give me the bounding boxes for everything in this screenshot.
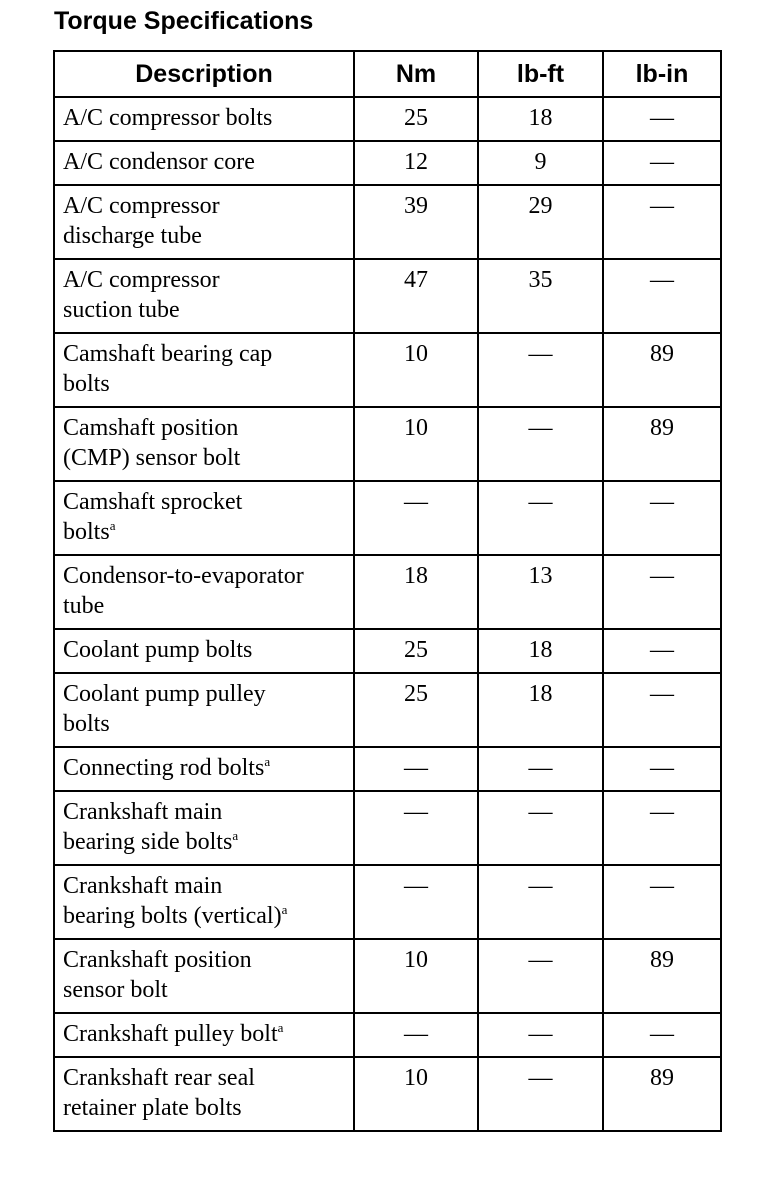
cell-nm: 10	[354, 333, 478, 407]
cell-lb-in: —	[603, 141, 721, 185]
description-line: Condensor-to-evaporator	[63, 563, 304, 589]
description-line: Camshaft position	[63, 415, 239, 441]
cell-description	[54, 407, 354, 481]
column-header-lb-in: lb-in	[603, 51, 721, 97]
table-row	[54, 481, 721, 555]
cell-lb-ft: 13	[478, 555, 603, 629]
description-line: sensor bolt	[63, 977, 168, 1003]
description-line: Crankshaft pulley bolt	[63, 1021, 278, 1047]
table-row	[54, 333, 721, 407]
column-header-nm: Nm	[354, 51, 478, 97]
footnote-marker: a	[281, 902, 288, 917]
table-row	[54, 141, 721, 185]
table-row	[54, 185, 721, 259]
table-row	[54, 747, 721, 791]
cell-description	[54, 791, 354, 865]
description-line: retainer plate bolts	[63, 1095, 242, 1121]
cell-lb-ft: 9	[478, 141, 603, 185]
description-line: Crankshaft position	[63, 947, 252, 973]
cell-nm: 10	[354, 1057, 478, 1131]
cell-nm: 39	[354, 185, 478, 259]
cell-lb-ft: —	[478, 1057, 603, 1131]
cell-lb-ft: —	[478, 747, 603, 791]
description-line: Crankshaft main	[63, 799, 223, 825]
cell-nm: 25	[354, 629, 478, 673]
description-line: discharge tube	[63, 223, 202, 249]
cell-nm: 25	[354, 673, 478, 747]
description-line: tube	[63, 593, 105, 619]
description-line: Camshaft bearing cap	[63, 341, 273, 367]
description-line: Crankshaft rear seal	[63, 1065, 255, 1091]
cell-lb-ft: 35	[478, 259, 603, 333]
footnote-marker: a	[109, 518, 116, 533]
cell-lb-in: 89	[603, 939, 721, 1013]
cell-nm: 18	[354, 555, 478, 629]
description-line: Coolant pump pulley	[63, 681, 266, 707]
description-line: Crankshaft main	[63, 873, 223, 899]
description-line: (CMP) sensor bolt	[63, 445, 241, 471]
torque-spec-table	[53, 50, 722, 1132]
description-line: bolts	[63, 519, 110, 545]
page-title: Torque Specifications	[54, 7, 314, 35]
cell-lb-in: —	[603, 481, 721, 555]
column-header-lb-ft: lb-ft	[478, 51, 603, 97]
cell-lb-ft: —	[478, 791, 603, 865]
cell-lb-in: 89	[603, 407, 721, 481]
table-body	[54, 97, 721, 1131]
table-row	[54, 407, 721, 481]
table-row	[54, 673, 721, 747]
description-line: bearing side bolts	[63, 829, 233, 855]
cell-lb-in: —	[603, 97, 721, 141]
cell-description	[54, 939, 354, 1013]
table-row	[54, 1057, 721, 1131]
cell-lb-ft: —	[478, 333, 603, 407]
cell-lb-ft: —	[478, 1013, 603, 1057]
cell-nm: —	[354, 747, 478, 791]
cell-nm: —	[354, 791, 478, 865]
cell-description	[54, 333, 354, 407]
cell-lb-ft: 29	[478, 185, 603, 259]
cell-lb-in: —	[603, 747, 721, 791]
cell-nm: 25	[354, 97, 478, 141]
cell-description	[54, 481, 354, 555]
cell-nm: —	[354, 865, 478, 939]
cell-lb-in: —	[603, 555, 721, 629]
description-line: Coolant pump bolts	[63, 637, 253, 663]
cell-lb-ft: 18	[478, 673, 603, 747]
description-line: bolts	[63, 711, 110, 737]
header-row	[54, 51, 721, 97]
cell-lb-ft: —	[478, 407, 603, 481]
cell-lb-in: —	[603, 185, 721, 259]
column-header-description: Description	[54, 51, 354, 97]
description-line: A/C compressor	[63, 193, 220, 219]
cell-lb-ft: 18	[478, 629, 603, 673]
table-row	[54, 939, 721, 1013]
cell-description	[54, 629, 354, 673]
cell-lb-in: —	[603, 259, 721, 333]
table-row	[54, 629, 721, 673]
cell-nm: 10	[354, 939, 478, 1013]
cell-description	[54, 673, 354, 747]
cell-nm: 10	[354, 407, 478, 481]
table-row	[54, 555, 721, 629]
cell-lb-in: —	[603, 629, 721, 673]
footnote-marker: a	[232, 828, 239, 843]
table-row	[54, 1013, 721, 1057]
description-line: Camshaft sprocket	[63, 489, 243, 515]
description-line: A/C compressor	[63, 267, 220, 293]
cell-lb-in: —	[603, 865, 721, 939]
cell-lb-in: —	[603, 1013, 721, 1057]
cell-description	[54, 747, 354, 791]
cell-lb-ft: —	[478, 481, 603, 555]
cell-nm: —	[354, 1013, 478, 1057]
cell-lb-in: —	[603, 673, 721, 747]
cell-lb-in: 89	[603, 1057, 721, 1131]
cell-lb-ft: —	[478, 939, 603, 1013]
cell-description	[54, 1013, 354, 1057]
cell-description	[54, 259, 354, 333]
table-row	[54, 791, 721, 865]
cell-description	[54, 555, 354, 629]
cell-nm: 12	[354, 141, 478, 185]
cell-lb-in: —	[603, 791, 721, 865]
description-line: A/C compressor bolts	[63, 105, 273, 131]
cell-description	[54, 141, 354, 185]
table-row	[54, 97, 721, 141]
footnote-marker: a	[264, 754, 271, 769]
cell-lb-in: 89	[603, 333, 721, 407]
table-row	[54, 259, 721, 333]
description-line: A/C condensor core	[63, 149, 255, 175]
cell-description	[54, 97, 354, 141]
cell-description	[54, 1057, 354, 1131]
cell-lb-ft: 18	[478, 97, 603, 141]
description-line: bearing bolts (vertical)	[63, 903, 282, 929]
cell-description	[54, 185, 354, 259]
description-line: suction tube	[63, 297, 180, 323]
cell-nm: 47	[354, 259, 478, 333]
table-row	[54, 865, 721, 939]
cell-nm: —	[354, 481, 478, 555]
description-line: bolts	[63, 371, 110, 397]
cell-description	[54, 865, 354, 939]
footnote-marker: a	[277, 1020, 284, 1035]
cell-lb-ft: —	[478, 865, 603, 939]
description-line: Connecting rod bolts	[63, 755, 265, 781]
